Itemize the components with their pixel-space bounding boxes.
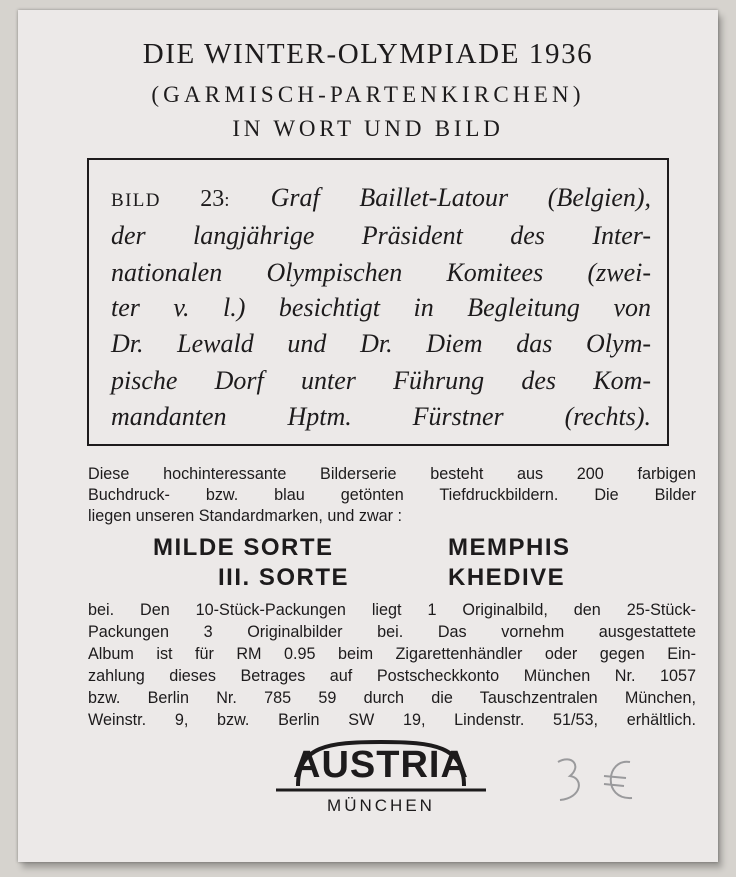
caption-line-3: nationalen Olympischen Komitees (zwei- (111, 258, 651, 287)
details-line-4: zahlung dieses Betrages auf Postscheckkonto München Nr. 1057 (88, 667, 696, 685)
card-title: DIE WINTER-OLYMPIADE 1936 (142, 38, 594, 70)
brand-memphis: MEMPHIS (448, 534, 571, 561)
caption-line-4: ter v. l.) besichtigt in Begleitung von (111, 293, 651, 322)
details-line-2: Packungen 3 Originalbilder bei. Das vornehm ausgestattete (88, 623, 696, 641)
intro-line-3: liegen unseren Standardmarken, und zwar : (88, 507, 403, 525)
trading-card (18, 10, 718, 862)
details-line-6: Weinstr. 9, bzw. Berlin SW 19, Lindenstr. 51/53, erhältlich. (88, 711, 696, 729)
caption-line-7: mandanten Hptm. Fürstner (rechts). (111, 402, 651, 431)
handwritten-price-icon (548, 750, 648, 810)
caption-line-5: Dr. Lewald und Dr. Diem das Olym- (111, 329, 651, 358)
intro-line-2: Buchdruck- bzw. blau getönten Tiefdruckbildern. Die Bilder (88, 486, 696, 504)
details-line-1: bei. Den 10-Stück-Packungen liegt 1 Originalbild, den 25-Stück- (88, 601, 696, 619)
details-line-3: Album ist für RM 0.95 beim Zigarettenhändler oder gegen Ein- (88, 645, 696, 663)
logo-city: MÜNCHEN (327, 796, 435, 815)
intro-line-1: Diese hochinteressante Bilderserie besteht aus 200 farbigen (88, 465, 696, 483)
caption-number: 23 (200, 186, 225, 212)
card-subtitle: (GARMISCH-PARTENKIRCHEN) (151, 82, 585, 107)
caption-line-6: pische Dorf unter Führung des Kom- (111, 366, 651, 395)
austria-logo (268, 738, 494, 798)
caption-line-1 (111, 183, 651, 213)
brand-iii-sorte: III. SORTE (218, 564, 350, 591)
brand-khedive: KHEDIVE (448, 564, 566, 591)
caption-label: BILD 23: (111, 186, 231, 212)
caption-line-2: der langjährige Präsident des Inter- (111, 221, 651, 250)
details-line-5: bzw. Berlin Nr. 785 59 durch die Tauschzentralen München, (88, 689, 696, 707)
logo-name: AUSTRIA (293, 744, 469, 786)
card-tagline: IN WORT UND BILD (232, 116, 504, 141)
caption-text-1: Graf Baillet-Latour (Belgien), (270, 183, 652, 212)
caption-box (87, 158, 669, 446)
brand-milde-sorte: MILDE SORTE (153, 534, 334, 561)
